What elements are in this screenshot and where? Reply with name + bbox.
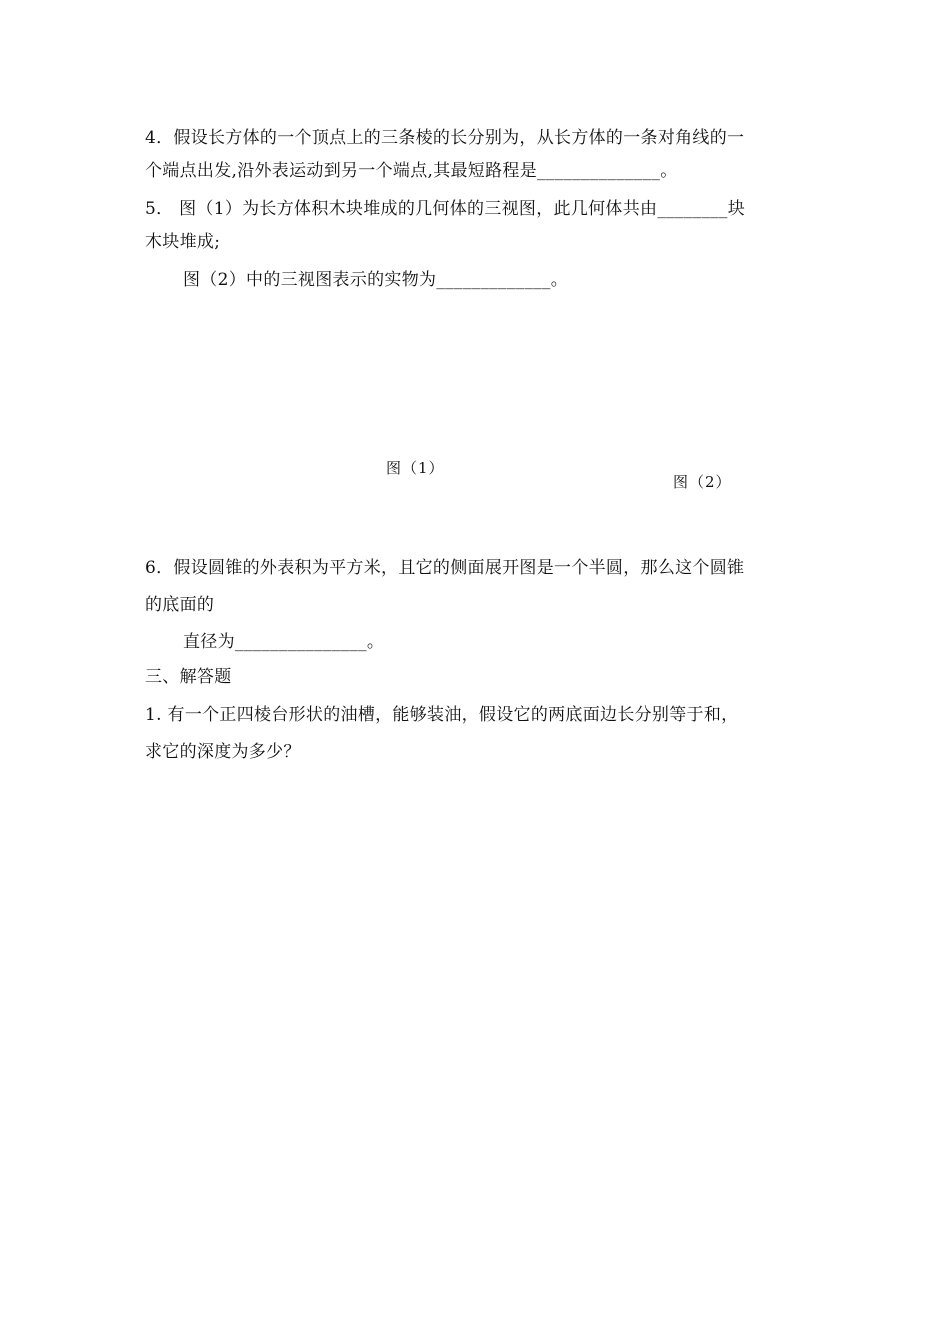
question-6-line-3: 直径为_______________。: [183, 632, 385, 652]
question-5-line-3: 图（2）中的三视图表示的实物为_____________。: [183, 270, 569, 290]
question-5-line-1: 5． 图（1）为长方体积木块堆成的几何体的三视图，此几何体共由________块: [145, 199, 746, 219]
question-6-line-1: 6．假设圆锥的外表积为平方米，且它的侧面展开图是一个半圆，那么这个圆锥: [145, 558, 745, 578]
section-3-heading: 三、解答题: [145, 667, 232, 687]
question-4-line-1: 4．假设长方体的一个顶点上的三条棱的长分别为，从长方体的一条对角线的一: [145, 128, 745, 148]
figure-1-caption: 图（1）: [386, 459, 445, 477]
question-5-line-2: 木块堆成;: [145, 232, 221, 252]
figure-2-caption: 图（2）: [673, 473, 732, 491]
question-6-line-2: 的底面的: [145, 595, 215, 615]
solution-question-1-line-2: 求它的深度为多少？: [145, 742, 301, 762]
question-4-line-2: 个端点出发,沿外表运动到另一个端点,其最短路程是______________。: [145, 161, 678, 181]
solution-question-1-line-1: 1. 有一个正四棱台形状的油槽，能够装油，假设它的两底面边长分别等于和，: [145, 705, 739, 725]
